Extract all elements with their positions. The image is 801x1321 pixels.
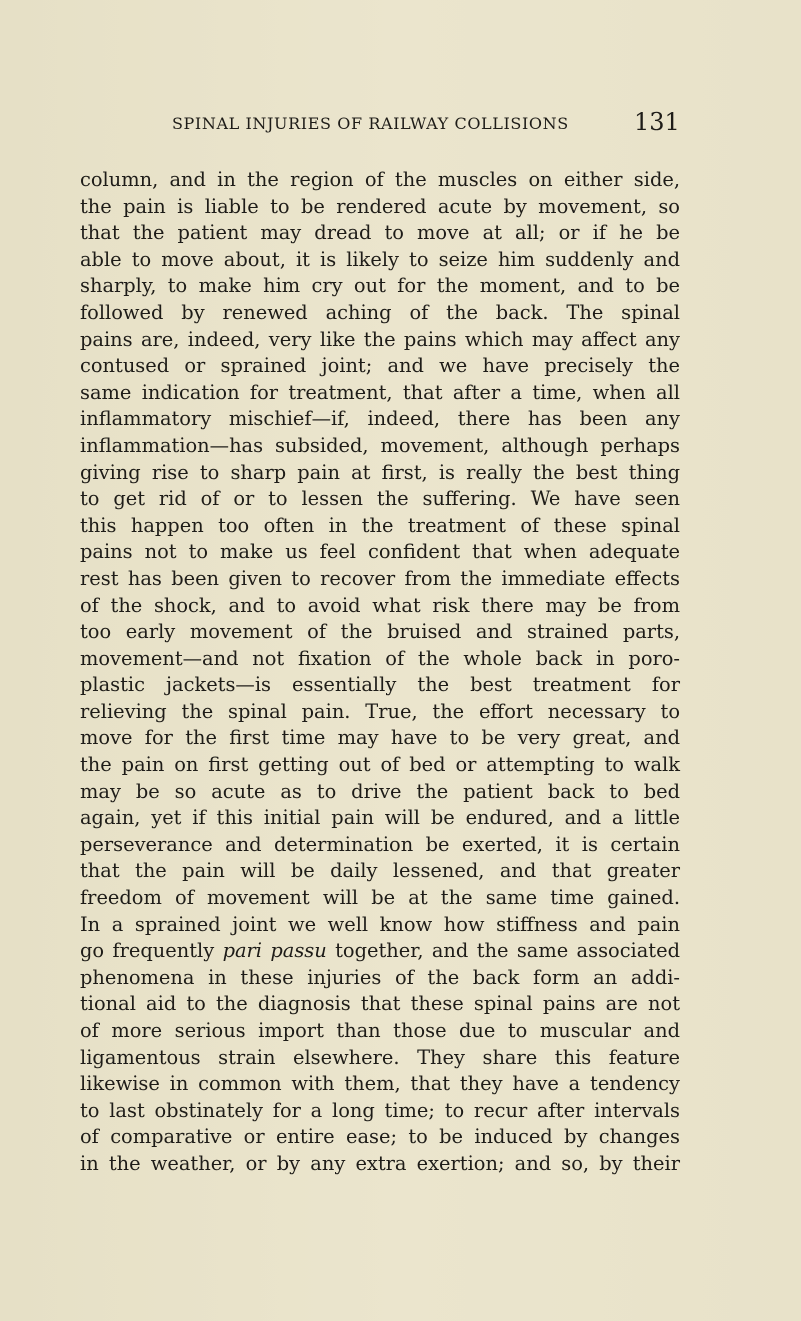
text-line: contused or sprained joint; and we have precisely the: [80, 354, 680, 378]
text-line: likewise in common with them, that they have a tendency: [80, 1072, 680, 1096]
text-line: that the pain will be daily lessened, and that greater: [80, 859, 680, 883]
text-segment: go frequently: [80, 939, 223, 963]
text-line: pains are, indeed, very like the pains which may affect any: [80, 327, 680, 351]
text-line: sharply, to make him cry out for the moment, and to be: [80, 274, 680, 298]
text-line: In a sprained joint we well know how stiffness and pain: [80, 912, 680, 936]
text-line: inflammatory mischief—if, indeed, there has been any: [80, 407, 680, 431]
text-line: rest has been given to recover from the immediate effects: [80, 566, 680, 590]
text-line: again, yet if this initial pain will be endured, and a little: [80, 806, 680, 830]
running-head: SPINAL INJURIES OF RAILWAY COLLISIONS: [172, 114, 569, 133]
text-line: column, and in the region of the muscles on either side,: [80, 168, 680, 191]
text-line: phenomena in these injuries of the back form an addi-: [80, 965, 680, 989]
text-line: [80, 938, 680, 965]
text-line: of comparative or entire ease; to be induced by changes: [80, 1125, 680, 1149]
text-line: the pain is liable to be rendered acute by movement, so: [80, 194, 680, 218]
text-line: too early movement of the bruised and strained parts,: [80, 620, 680, 644]
text-line: same indication for treatment, that after a time, when all: [80, 380, 680, 404]
italic-phrase: pari passu: [222, 939, 327, 963]
text-line: of more serious import than those due to muscular and: [80, 1019, 680, 1042]
text-line: freedom of movement will be at the same time gained.: [80, 886, 680, 910]
text-line: move for the first time may have to be very great, and: [80, 726, 680, 750]
text-line: perseverance and determination be exerted, it is certain: [80, 832, 680, 856]
text-line: relieving the spinal pain. True, the effort necessary to: [80, 699, 680, 723]
body-text: [80, 167, 680, 1178]
text-line: able to move about, it is likely to seize him suddenly and: [80, 247, 680, 271]
text-line: inflammation—has subsided, movement, although perhaps: [80, 433, 680, 457]
text-line: the pain on first getting out of bed or attempting to walk: [80, 753, 680, 777]
text-line: to last obstinately for a long time; to recur after intervals: [80, 1098, 680, 1122]
text-line: ligamentous strain elsewhere. They share this feature: [80, 1045, 680, 1069]
text-line: pains not to make us feel confident that when adequate: [80, 540, 680, 564]
text-line: followed by renewed aching of the back. The spinal: [80, 300, 680, 324]
text-line: plastic jackets—is essentially the best treatment for: [80, 673, 680, 697]
text-line: to get rid of or to lessen the suffering. We have seen: [80, 487, 680, 511]
text-line: may be so acute as to drive the patient back to bed: [80, 779, 680, 803]
text-line: in the weather, or by any extra exertion; and so, by their: [80, 1151, 680, 1175]
text-line: movement—and not fixation of the whole back in poro-: [80, 646, 680, 670]
text-line: that the patient may dread to move at all; or if he be: [80, 221, 680, 245]
text-line: of the shock, and to avoid what risk there may be from: [80, 593, 680, 617]
page-number: 131: [634, 108, 680, 136]
text-line: tional aid to the diagnosis that these spinal pains are not: [80, 992, 680, 1016]
text-line: giving rise to sharp pain at first, is really the best thing: [80, 460, 680, 484]
text-line: this happen too often in the treatment of these spinal: [80, 513, 680, 537]
text-segment: together, and the same associated: [326, 939, 680, 963]
